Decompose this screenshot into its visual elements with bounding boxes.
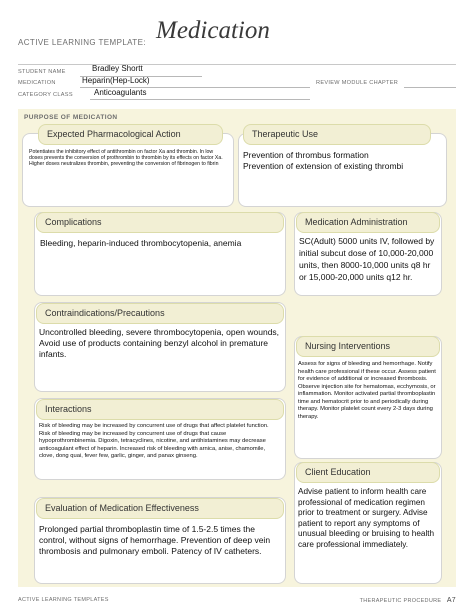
med-admin-text[interactable]: SC(Adult) 5000 units IV, followed by initial subcut dose of 10,000-20,000 units, then 8000-10,000 units q8 hr or 15,000-20,000 units q12 hr. [299,236,435,282]
contraindications-tab: Contraindications/Precautions [36,303,284,324]
complications-tab: Complications [36,212,284,233]
client-education-text[interactable]: Advise patient to inform health care professional of medication regimen prior to treatment or surgery. Advise patient to report any symptoms of unusual bleeding or bruising to health care professional immediately. [298,487,435,549]
review-module-label: REVIEW MODULE CHAPTER [316,80,399,86]
purpose-title: PURPOSE OF MEDICATION [24,114,118,121]
evaluation-text[interactable]: Prolonged partial thromboplastin time of 1.5-2.5 times the control, without signs of hemorrhage. Prevention of deep vein thrombosis and pulmonary emboli. Patency of IV catheters. [39,524,271,556]
student-name-label: STUDENT NAME [18,69,66,75]
medication-value[interactable]: Heparin(Hep-Lock) [82,76,150,85]
medication-label: MEDICATION [18,80,56,86]
footer-left: ACTIVE LEARNING TEMPLATES [18,597,109,603]
footer-procedure: THERAPEUTIC PROCEDURE [359,598,442,604]
template-header [18,14,456,65]
therapeutic-use-text[interactable]: Prevention of thrombus formation Prevention of extension of existing thrombi [243,150,404,171]
template-title: Medication [156,17,270,44]
category-class-line [90,99,310,100]
footer-page-number: A7 [446,597,456,604]
med-admin-tab: Medication Administration [296,212,440,233]
nursing-interventions-text[interactable]: Assess for signs of bleeding and hemorrhage. Notify health care professional if these occur. Assess patient for evidence of additional or increased thrombosis. Observe injection site for hematomas, ecchymosis, or inflammation. Monitor activated partial thromboplastin time and hematocrit prior to and periodically during therapy. Monitor platelet count every 2-3 days during therapy. [298,361,436,420]
page-footer [18,597,456,603]
contraindications-text[interactable]: Uncontrolled bleeding, severe thrombocytopenia, open wounds, Avoid use of products containing benzyl alcohol in premature infants. [39,327,280,359]
client-education-tab: Client Education [296,462,440,483]
evaluation-tab: Evaluation of Medication Effectiveness [36,498,284,519]
therapeutic-use-tab: Therapeutic Use [243,124,431,145]
template-label: ACTIVE LEARNING TEMPLATE: [18,38,146,47]
interactions-tab: Interactions [36,399,284,420]
expected-action-tab: Expected Pharmacological Action [38,124,223,145]
nursing-interventions-tab: Nursing Interventions [296,336,440,357]
complications-text[interactable]: Bleeding, heparin-induced thrombocytopenia, anemia [40,238,242,248]
review-module-line[interactable] [404,87,456,88]
category-class-value[interactable]: Anticoagulants [94,88,147,97]
student-name-value[interactable]: Bradley Shortt [92,64,143,73]
footer-right [360,597,456,604]
interactions-text[interactable]: Risk of bleeding may be increased by concurrent use of drugs that affect platelet function. Risk of bleeding may be increased by concurrent use of drugs that cause hypoprothrombinemia. Digoxin, tetracyclines, nicotine, and antihistamines may decrease anticoagulant effect of heparin. Increased risk of bleeding with arnica, anise, chamomile, clove, dong quai, fever few, garlic, ginger, and panax ginseng. [39,423,269,459]
category-class-label: CATEGORY CLASS [18,92,73,98]
expected-action-text[interactable]: Potentiates the inhibitory effect of antithrombin on factor Xa and thrombin. In low doses prevents the conversion of prothrombin to thrombin by its effects on factor Xa. Higher doses neutralizes thrombin, preventing the conversion of fibrinogen to fibrin [29,149,223,168]
